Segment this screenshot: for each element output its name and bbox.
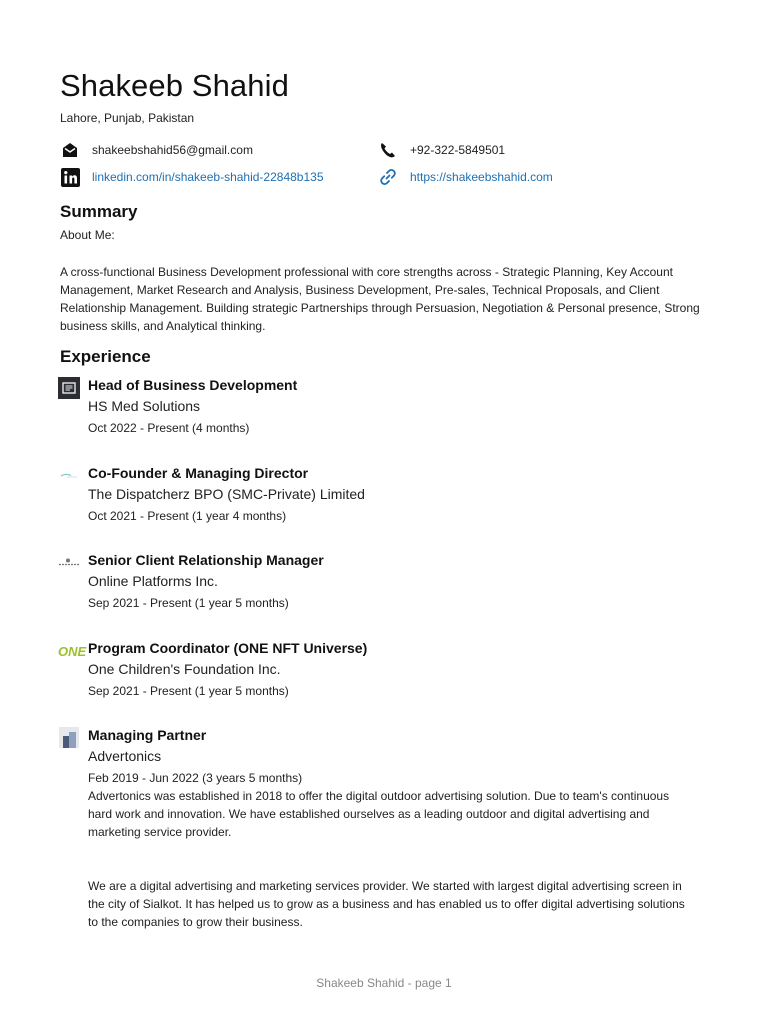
dispatcherz-logo-icon [58, 465, 80, 487]
phone-icon [378, 140, 398, 160]
email-contact[interactable] [60, 140, 253, 160]
summary-heading: Summary [60, 202, 138, 221]
company-name: One Children's Foundation Inc. [88, 661, 281, 677]
summary-text: A cross-functional Business Development professional with core strengths across - Strategic Planning, Key Account Management, Market Research and Analysis, Business Development, Pre-sales, Technical Proposals, and Client Relationship Management. Building strategic Partnerships through Persuasion, Negotiation & Personal presence, Strong business skills, and Analytical thinking. [60, 265, 700, 333]
experience-heading: Experience [60, 347, 151, 366]
link-icon [378, 167, 398, 187]
candidate-name: Shakeeb Shahid [60, 68, 289, 103]
website-link[interactable]: https://shakeebshahid.com [410, 170, 553, 184]
role-title: Program Coordinator (ONE NFT Universe) [88, 640, 368, 656]
email-icon [60, 140, 80, 160]
role-title: Managing Partner [88, 727, 207, 743]
role-title: Co-Founder & Managing Director [88, 465, 309, 481]
date-range: Feb 2019 - Jun 2022 (3 years 5 months) [88, 771, 303, 785]
date-range: Oct 2022 - Present (4 months) [88, 421, 250, 435]
job-description: We are a digital advertising and marketing services provider. We started with largest digital advertising screen in the city of Sialkot. It has helped us to grow as a business and has enabled us to offer digital advertising solutions to the companies to grow their business. [88, 879, 685, 929]
linkedin-link[interactable]: linkedin.com/in/shakeeb-shahid-22848b135 [92, 170, 324, 184]
linkedin-contact[interactable] [60, 167, 324, 187]
email-text[interactable]: shakeebshahid56@gmail.com [92, 143, 253, 157]
date-range: Sep 2021 - Present (1 year 5 months) [88, 684, 289, 698]
phone-text[interactable]: +92-322-5849501 [410, 143, 506, 157]
role-title: Head of Business Development [88, 377, 298, 393]
role-title: Senior Client Relationship Manager [88, 552, 324, 568]
summary-label: About Me: [60, 228, 115, 242]
hs-med-logo-icon [58, 377, 80, 399]
job-description: Advertonics was established in 2018 to offer the digital outdoor advertising solution. Due to team's continuous hard work and innovation. We have established ourselves as a leading outdoor and digital advertising and marketing service provider. [88, 789, 670, 839]
linkedin-icon [60, 167, 80, 187]
company-name: HS Med Solutions [88, 398, 201, 414]
date-range: Sep 2021 - Present (1 year 5 months) [88, 596, 289, 610]
company-name: Online Platforms Inc. [88, 573, 218, 589]
date-range: Oct 2021 - Present (1 year 4 months) [88, 509, 287, 523]
one-logo-icon [58, 640, 87, 662]
phone-contact[interactable] [378, 140, 505, 160]
company-name: The Dispatcherz BPO (SMC-Private) Limited [88, 486, 365, 502]
online-platforms-logo-icon [58, 552, 80, 574]
website-contact[interactable] [378, 167, 553, 187]
candidate-location: Lahore, Punjab, Pakistan [60, 111, 195, 125]
company-name: Advertonics [88, 748, 162, 764]
page-footer: Shakeeb Shahid - page 1 [316, 976, 452, 990]
svg-text:ONE: ONE [58, 644, 87, 659]
advertonics-logo-icon [58, 727, 80, 749]
